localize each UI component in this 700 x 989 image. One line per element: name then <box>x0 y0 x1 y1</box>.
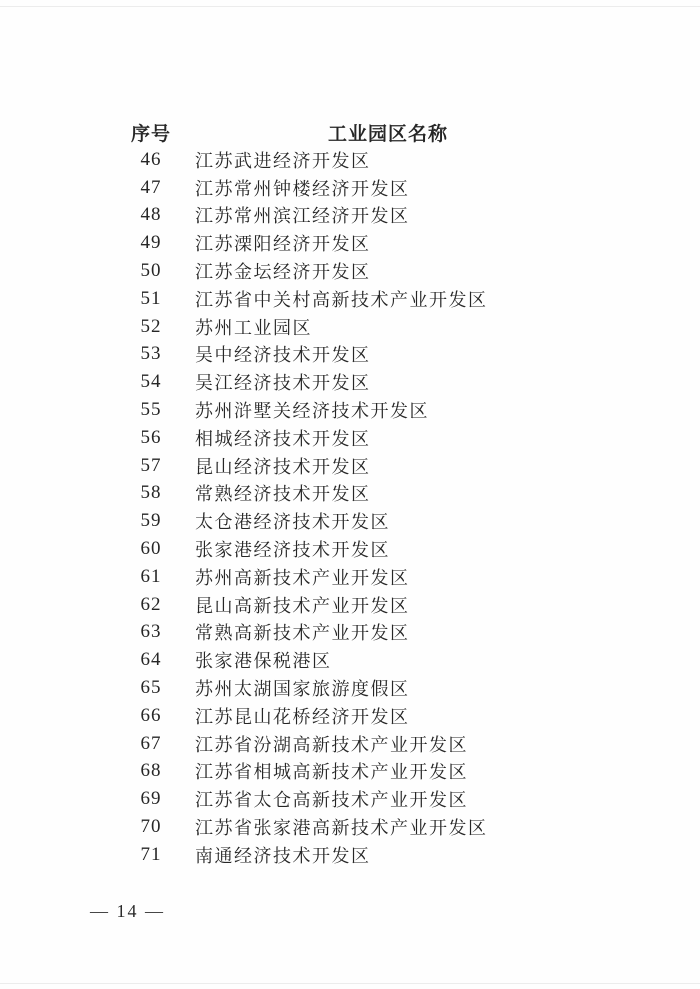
row-index: 53 <box>140 343 162 365</box>
row-park-name: 江苏省张家港高新技术产业开发区 <box>195 818 488 839</box>
table-row <box>123 841 583 869</box>
table-row <box>123 146 583 174</box>
table-row <box>123 535 583 563</box>
row-park-name: 吴中经济技术开发区 <box>195 345 371 366</box>
row-index: 58 <box>140 482 162 504</box>
row-index: 47 <box>140 176 162 198</box>
row-index: 66 <box>140 704 162 726</box>
table-row <box>123 758 583 786</box>
row-index: 68 <box>140 760 162 782</box>
row-index: 49 <box>140 232 162 254</box>
table-row <box>123 396 583 424</box>
row-park-name: 苏州太湖国家旅游度假区 <box>195 679 410 700</box>
table-row <box>123 285 583 313</box>
row-park-name: 常熟经济技术开发区 <box>195 484 371 505</box>
table-row <box>123 424 583 452</box>
row-park-name: 江苏昆山花桥经济开发区 <box>195 706 410 727</box>
row-index: 51 <box>140 287 162 309</box>
table-row <box>123 813 583 841</box>
row-park-name: 南通经济技术开发区 <box>195 845 371 866</box>
row-park-name: 张家港保税港区 <box>195 651 332 672</box>
column-header-index: 序号 <box>130 123 171 145</box>
table-row <box>123 507 583 535</box>
row-index: 52 <box>140 315 162 337</box>
row-park-name: 江苏省汾湖高新技术产业开发区 <box>195 734 468 755</box>
table-row <box>123 452 583 480</box>
row-index: 59 <box>140 510 162 532</box>
row-index: 64 <box>140 649 162 671</box>
row-index: 50 <box>140 260 162 282</box>
table-row <box>123 229 583 257</box>
row-index: 55 <box>140 399 162 421</box>
row-park-name: 苏州浒墅关经济技术开发区 <box>195 401 429 422</box>
row-index: 70 <box>140 816 162 838</box>
table-row <box>123 619 583 647</box>
row-index: 60 <box>140 538 162 560</box>
row-index: 71 <box>140 843 162 865</box>
table-row <box>123 480 583 508</box>
industrial-park-table <box>123 118 583 869</box>
scan-edge-top <box>0 6 700 7</box>
row-park-name: 苏州高新技术产业开发区 <box>195 567 410 588</box>
table-row <box>123 730 583 758</box>
row-park-name: 江苏常州滨江经济开发区 <box>195 206 410 227</box>
row-index: 67 <box>140 732 162 754</box>
row-park-name: 苏州工业园区 <box>195 317 312 338</box>
scan-edge-bottom <box>0 983 700 984</box>
row-park-name: 江苏省中关村高新技术产业开发区 <box>195 289 488 310</box>
table-row <box>123 591 583 619</box>
row-index: 54 <box>140 371 162 393</box>
row-park-name: 江苏省太仓高新技术产业开发区 <box>195 790 468 811</box>
table-row <box>123 257 583 285</box>
row-index: 69 <box>140 788 162 810</box>
row-park-name: 江苏金坛经济开发区 <box>195 262 371 283</box>
row-park-name: 江苏省相城高新技术产业开发区 <box>195 762 468 783</box>
row-park-name: 江苏武进经济开发区 <box>195 150 371 171</box>
table-row <box>123 202 583 230</box>
row-index: 63 <box>140 621 162 643</box>
table-body <box>123 146 583 869</box>
row-index: 56 <box>140 426 162 448</box>
table-row <box>123 563 583 591</box>
row-index: 62 <box>140 593 162 615</box>
row-park-name: 常熟高新技术产业开发区 <box>195 623 410 644</box>
row-park-name: 昆山高新技术产业开发区 <box>195 595 410 616</box>
table-row <box>123 313 583 341</box>
page-number: — 14 — <box>90 901 165 921</box>
row-index: 57 <box>140 454 162 476</box>
row-index: 46 <box>140 148 162 170</box>
row-park-name: 江苏常州钟楼经济开发区 <box>195 178 410 199</box>
table-row <box>123 341 583 369</box>
table-header-row <box>123 118 583 146</box>
row-park-name: 昆山经济技术开发区 <box>195 456 371 477</box>
row-park-name: 吴江经济技术开发区 <box>195 373 371 394</box>
table-row <box>123 674 583 702</box>
table-row <box>123 174 583 202</box>
table-row <box>123 646 583 674</box>
row-index: 61 <box>140 565 162 587</box>
row-index: 65 <box>140 677 162 699</box>
table-row <box>123 702 583 730</box>
row-park-name: 相城经济技术开发区 <box>195 428 371 449</box>
row-park-name: 张家港经济技术开发区 <box>195 540 390 561</box>
row-index: 48 <box>140 204 162 226</box>
row-park-name: 江苏溧阳经济开发区 <box>195 234 371 255</box>
table-row <box>123 785 583 813</box>
table-row <box>123 368 583 396</box>
column-header-name: 工业园区名称 <box>327 123 448 145</box>
row-park-name: 太仓港经济技术开发区 <box>195 512 390 533</box>
